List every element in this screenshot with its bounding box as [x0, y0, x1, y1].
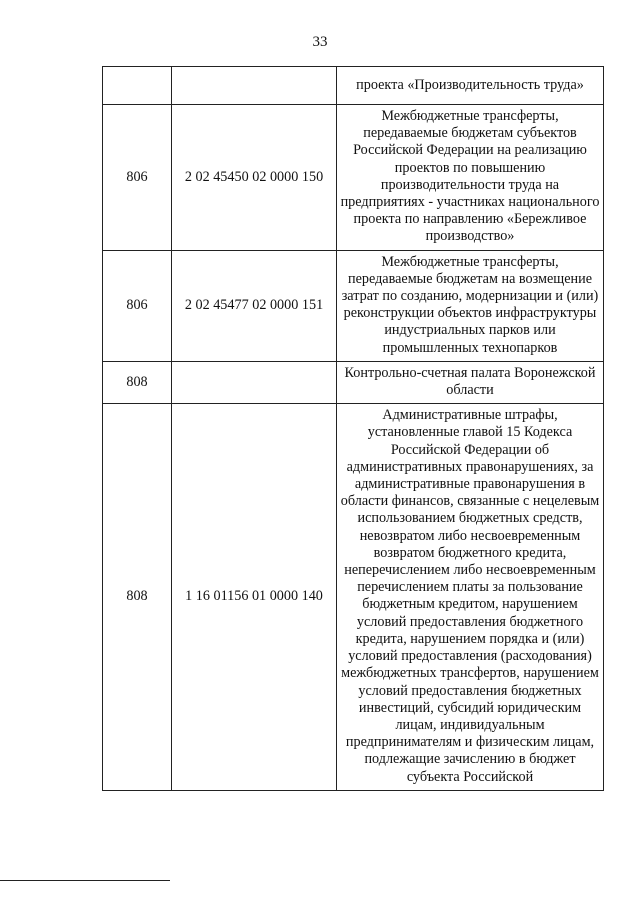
- admin-code-cell: 806: [103, 105, 172, 251]
- admin-code-cell: 806: [103, 250, 172, 361]
- admin-code-cell: 808: [103, 404, 172, 790]
- table-row: [103, 361, 604, 403]
- revenue-name-cell: Контрольно-счетная палата Воронежской области: [337, 361, 604, 403]
- table-row: [103, 67, 604, 105]
- budget-classification-table: [102, 66, 604, 791]
- table-row: [103, 404, 604, 790]
- table-row: [103, 105, 604, 251]
- kbk-code-cell: 2 02 45450 02 0000 150: [172, 105, 337, 251]
- kbk-code-cell: [172, 361, 337, 403]
- admin-code-cell: [103, 67, 172, 105]
- revenue-name-cell: проекта «Производительность труда»: [337, 67, 604, 105]
- revenue-name-cell: Межбюджетные трансферты, передаваемые бюджетам на возмещение затрат по созданию, модернизации и (или) реконструкции объектов инфраструктуры индустриальных парков или промышленных технопарков: [337, 250, 604, 361]
- revenue-name-cell: Межбюджетные трансферты, передаваемые бюджетам субъектов Российской Федерации на реализацию проектов по повышению производительности труда на предприятиях - участниках национального проекта по направлению «Бережливое производство»: [337, 105, 604, 251]
- kbk-code-cell: [172, 67, 337, 105]
- kbk-code-cell: 2 02 45477 02 0000 151: [172, 250, 337, 361]
- revenue-name-cell: Административные штрафы, установленные главой 15 Кодекса Российской Федерации об административных правонарушениях, за административные правонарушения в области финансов, связанные с нецелевым использованием бюджетных средств, невозвратом либо несвоевременным возвратом бюджетного кредита, неперечислением либо несвоевременным перечислением платы за пользование бюджетным кредитом, нарушением условий предоставления бюджетного кредита, нарушением порядка и (или) условий предоставления (расходования) межбюджетных трансфертов, нарушением условий предоставления бюджетных инвестиций, субсидий юридическим лицам, индивидуальным предпринимателям и физическим лицам, подлежащие зачислению в бюджет субъекта Российской: [337, 404, 604, 790]
- page-number: 33: [312, 34, 328, 50]
- table-row: [103, 250, 604, 361]
- kbk-code-cell: 1 16 01156 01 0000 140: [172, 404, 337, 790]
- footnote-separator: [0, 880, 170, 881]
- admin-code-cell: 808: [103, 361, 172, 403]
